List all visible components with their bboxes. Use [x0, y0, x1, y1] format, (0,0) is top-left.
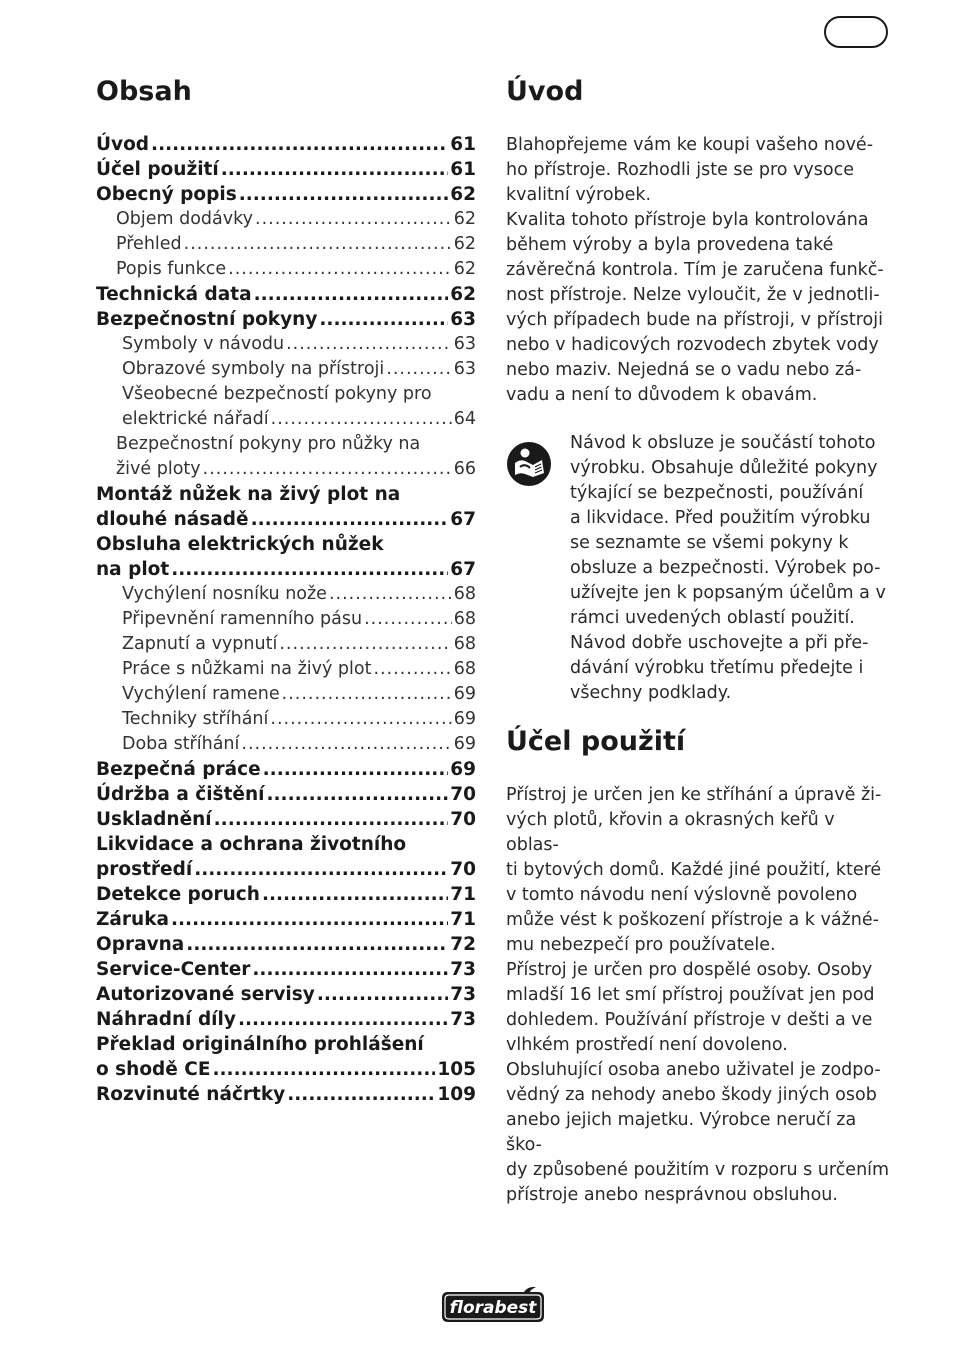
toc-list — [96, 132, 476, 1107]
toc-entry — [96, 182, 476, 207]
toc-entry — [96, 557, 476, 582]
toc-leader-dots — [317, 982, 448, 1007]
toc-entry-page: 73 — [450, 959, 476, 980]
toc-entry-label: Úvod — [96, 134, 150, 155]
toc-entry — [96, 207, 476, 232]
text-line: vlhkém prostředí není dovoleno. — [506, 1035, 788, 1055]
toc-entry — [96, 282, 476, 307]
toc-entry — [96, 657, 476, 682]
toc-leader-dots — [151, 132, 448, 157]
toc-entry-label: Záruka — [96, 909, 169, 930]
toc-entry — [96, 632, 476, 657]
toc-leader-dots — [194, 857, 448, 882]
text-line: ho přístroje. Rozhodli jste se pro vysoce — [506, 160, 854, 180]
toc-leader-dots — [286, 332, 452, 357]
toc-entry-label: Likvidace a ochrana životního — [96, 834, 407, 855]
toc-entry-label: Vychýlení nosníku nože — [122, 584, 327, 604]
text-line: vadu a není to důvodem k obavám. — [506, 385, 818, 405]
toc-entry-label: Techniky stříhání — [122, 709, 269, 729]
toc-entry — [96, 607, 476, 632]
toc-leader-dots — [186, 932, 448, 957]
toc-entry — [96, 757, 476, 782]
toc-leader-dots — [329, 582, 452, 607]
text-line: užívejte jen k popsaným účelům a v — [570, 583, 886, 603]
text-line: vých případech bude na přístroji, v přístroji — [506, 310, 883, 330]
toc-entry-page: 70 — [450, 859, 476, 880]
toc-leader-dots — [287, 1082, 435, 1107]
text-line: Kvalita tohoto přístroje byla kontrolována — [506, 210, 869, 230]
toc-entry-label: Opravna — [96, 934, 185, 955]
toc-leader-dots — [254, 282, 449, 307]
read-manual-icon — [506, 441, 552, 487]
toc-entry-label: Vychýlení ramene — [122, 684, 280, 704]
toc-entry — [96, 232, 476, 257]
toc-entry-page: 64 — [453, 409, 476, 429]
text-line: dohledem. Používání přístroje v dešti a ve — [506, 1010, 873, 1030]
purpose-heading: Účel použití — [506, 726, 686, 757]
toc-entry — [96, 907, 476, 932]
text-line: vých plotů, křovin a okrasných keřů v oblas- — [506, 810, 835, 855]
toc-entry-label: Uskladnění — [96, 809, 212, 830]
toc-entry — [96, 682, 476, 707]
toc-entry — [96, 457, 476, 482]
toc-leader-dots — [386, 357, 451, 382]
toc-entry — [96, 357, 476, 382]
logo-text: florabest — [449, 1298, 537, 1318]
toc-entry-label: Překlad originálního prohlášení — [96, 1034, 424, 1055]
toc-entry-page: 68 — [453, 609, 476, 629]
toc-entry-label: dlouhé násadě — [96, 509, 249, 530]
text-line: může vést k poškození přístroje a k vážné- — [506, 910, 879, 930]
toc-entry-page: 61 — [450, 159, 476, 180]
toc-leader-dots — [282, 682, 452, 707]
toc-entry-page: 67 — [450, 559, 476, 580]
text-line: Návod dobře uschovejte a při pře- — [570, 633, 869, 653]
toc-entry-label: Rozvinuté náčrtky — [96, 1084, 286, 1105]
toc-entry-page: 69 — [453, 709, 476, 729]
right-column — [506, 76, 896, 1205]
toc-leader-dots — [262, 882, 448, 907]
toc-entry — [96, 982, 476, 1007]
toc-entry-page: 69 — [453, 734, 476, 754]
text-line: závěrečná kontrola. Tím je zaručena funkč- — [506, 260, 884, 280]
text-line: Návod k obsluze je součástí tohoto — [570, 433, 876, 453]
toc-entry — [96, 157, 476, 182]
text-line: a likvidace. Před použitím výrobku — [570, 508, 871, 528]
toc-leader-dots — [238, 1007, 448, 1032]
text-line: v tomto návodu není výslovně povoleno — [506, 885, 858, 905]
toc-leader-dots — [266, 782, 448, 807]
toc-entry — [96, 382, 476, 407]
manual-note-text — [570, 431, 890, 706]
toc-entry — [96, 1057, 476, 1082]
toc-entry-label: Bezpečná práce — [96, 759, 261, 780]
text-line: týkající se bezpečnosti, používání — [570, 483, 864, 503]
toc-entry-label: Údržba a čištění — [96, 784, 265, 805]
toc-leader-dots — [239, 182, 449, 207]
text-line: se seznamte se všemi pokyny k — [570, 533, 849, 553]
toc-entry-label: Service-Center — [96, 959, 251, 980]
toc-entry-page: 62 — [453, 209, 476, 229]
toc-entry-label: Detekce poruch — [96, 884, 260, 905]
toc-entry-label: na plot — [96, 559, 170, 580]
toc-leader-dots — [213, 1057, 436, 1082]
toc-leader-dots — [171, 557, 448, 582]
toc-entry — [96, 257, 476, 282]
toc-entry-label: Účel použití — [96, 159, 219, 180]
toc-leader-dots — [221, 157, 449, 182]
text-line: mladší 16 let smí přístroj používat jen pod — [506, 985, 875, 1005]
toc-entry-label: Náhradní díly — [96, 1009, 236, 1030]
toc-entry-page: 71 — [450, 884, 476, 905]
toc-entry — [96, 832, 476, 857]
toc-entry-page: 69 — [453, 684, 476, 704]
text-line: ti bytových domů. Každé jiné použití, které — [506, 860, 882, 880]
text-line: Blahopřejeme vám ke koupi vašeho nové- — [506, 135, 874, 155]
toc-entry-label: Montáž nůžek na živý plot na — [96, 484, 401, 505]
toc-leader-dots — [228, 257, 452, 282]
toc-entry — [96, 932, 476, 957]
toc-entry-page: 69 — [450, 759, 476, 780]
toc-leader-dots — [270, 707, 451, 732]
toc-entry-page: 62 — [453, 234, 476, 254]
toc-leader-dots — [263, 757, 449, 782]
toc-leader-dots — [171, 907, 448, 932]
toc-leader-dots — [252, 957, 448, 982]
toc-entry-page: 68 — [453, 659, 476, 679]
toc-entry-label: Připevnění ramenního pásu — [122, 609, 363, 629]
text-line: během výroby a byla provedena také — [506, 235, 834, 255]
toc-entry-label: Popis funkce — [116, 259, 227, 279]
text-line: nebo v hadicových rozvodech zbytek vody — [506, 335, 879, 355]
toc-entry — [96, 132, 476, 157]
toc-entry-page: 63 — [453, 359, 476, 379]
toc-entry-page: 70 — [450, 809, 476, 830]
text-line: dy způsobené použitím v rozporu s určením — [506, 1160, 890, 1180]
toc-entry-label: Bezpečnostní pokyny pro nůžky na — [116, 434, 421, 454]
text-line: nebo maziv. Nejedná se o vadu nebo zá- — [506, 360, 862, 380]
toc-entry-label: Zapnutí a vypnutí — [122, 634, 278, 654]
toc-entry-page: 66 — [453, 459, 476, 479]
toc-entry — [96, 782, 476, 807]
toc-entry — [96, 732, 476, 757]
toc-leader-dots — [251, 507, 449, 532]
toc-leader-dots — [214, 807, 449, 832]
toc-entry — [96, 957, 476, 982]
toc-entry-label: Autorizované servisy — [96, 984, 315, 1005]
toc-entry — [96, 882, 476, 907]
toc-entry-label: Doba stříhání — [122, 734, 240, 754]
toc-entry-label: elektrické nářadí — [122, 409, 269, 429]
text-line: rámci uvedených oblastí použití. — [570, 608, 855, 628]
intro-heading: Úvod — [506, 76, 584, 107]
intro-text — [506, 133, 890, 408]
toc-entry-label: o shodě CE — [96, 1059, 211, 1080]
toc-entry-page: 71 — [450, 909, 476, 930]
text-line: mu nebezpečí pro používatele. — [506, 935, 776, 955]
toc-entry-label: Všeobecné bezpečností pokyny pro — [122, 384, 432, 404]
toc-entry — [96, 807, 476, 832]
toc-entry — [96, 1032, 476, 1057]
toc-entry-page: 68 — [453, 584, 476, 604]
text-line: Přístroj je určen jen ke stříhání a úpravě ži- — [506, 785, 882, 805]
florabest-logo — [438, 1284, 548, 1326]
text-line: Přístroj je určen pro dospělé osoby. Osoby — [506, 960, 873, 980]
toc-entry-page: 62 — [453, 259, 476, 279]
toc-entry-label: Obecný popis — [96, 184, 237, 205]
toc-entry-page: 70 — [450, 784, 476, 805]
text-line: Obsluhující osoba anebo uživatel je zodpo- — [506, 1060, 881, 1080]
toc-leader-dots — [271, 407, 452, 432]
toc-entry — [96, 507, 476, 532]
toc-title: Obsah — [96, 76, 192, 107]
toc-entry-label: Obsluha elektrických nůžek — [96, 534, 384, 555]
toc-entry-page: 73 — [450, 1009, 476, 1030]
toc-leader-dots — [241, 732, 451, 757]
toc-entry — [96, 332, 476, 357]
toc-leader-dots — [319, 307, 448, 332]
toc-leader-dots — [184, 232, 452, 257]
toc-entry-page: 62 — [450, 284, 476, 305]
toc-entry — [96, 432, 476, 457]
toc-entry-page: 61 — [450, 134, 476, 155]
toc-entry-label: Objem dodávky — [116, 209, 253, 229]
purpose-text — [506, 783, 890, 1208]
toc-entry — [96, 532, 476, 557]
toc-entry-page: 72 — [450, 934, 476, 955]
toc-entry — [96, 407, 476, 432]
text-line: kvalitní výrobek. — [506, 185, 652, 205]
text-line: přístroje anebo nesprávnou obsluhou. — [506, 1185, 838, 1205]
text-line: dávání výrobku třetímu předejte i — [570, 658, 864, 678]
toc-entry — [96, 1007, 476, 1032]
toc-leader-dots — [203, 457, 452, 482]
toc-entry-label: Bezpečnostní pokyny — [96, 309, 318, 330]
toc-entry-page: 105 — [437, 1059, 476, 1080]
toc-entry-label: Přehled — [116, 234, 182, 254]
toc-leader-dots — [279, 632, 451, 657]
toc-entry-page: 63 — [453, 334, 476, 354]
toc-entry-label: Technická data — [96, 284, 252, 305]
toc-entry-page: 109 — [437, 1084, 476, 1105]
text-line: nost přístroje. Nelze vyloučit, že v jednotli- — [506, 285, 880, 305]
toc-entry-label: Symboly v návodu — [122, 334, 285, 354]
text-line: anebo jejich majetku. Výrobce neručí za ško- — [506, 1110, 857, 1155]
toc-entry-page: 73 — [450, 984, 476, 1005]
toc-entry-label: prostředí — [96, 859, 193, 880]
text-line: všechny podklady. — [570, 683, 732, 703]
toc-entry — [96, 857, 476, 882]
toc-entry-page: 62 — [450, 184, 476, 205]
toc-entry — [96, 1082, 476, 1107]
toc-entry — [96, 482, 476, 507]
toc-entry-page: 68 — [453, 634, 476, 654]
toc-entry-label: Práce s nůžkami na živý plot — [122, 659, 372, 679]
toc-leader-dots — [255, 207, 452, 232]
toc-entry-page: 67 — [450, 509, 476, 530]
toc-leader-dots — [364, 607, 452, 632]
table-of-contents — [96, 76, 476, 1107]
toc-entry — [96, 307, 476, 332]
text-line: výrobku. Obsahuje důležité pokyny — [570, 458, 878, 478]
toc-leader-dots — [373, 657, 451, 682]
text-line: vědný za nehody anebo škody jiných osob — [506, 1085, 877, 1105]
toc-entry — [96, 707, 476, 732]
toc-entry-page: 63 — [450, 309, 476, 330]
toc-entry-label: živé ploty — [116, 459, 201, 479]
text-line: obsluze a bezpečnosti. Výrobek po- — [570, 558, 881, 578]
language-badge — [824, 16, 888, 48]
toc-entry-label: Obrazové symboly na přístroji — [122, 359, 385, 379]
toc-entry — [96, 582, 476, 607]
